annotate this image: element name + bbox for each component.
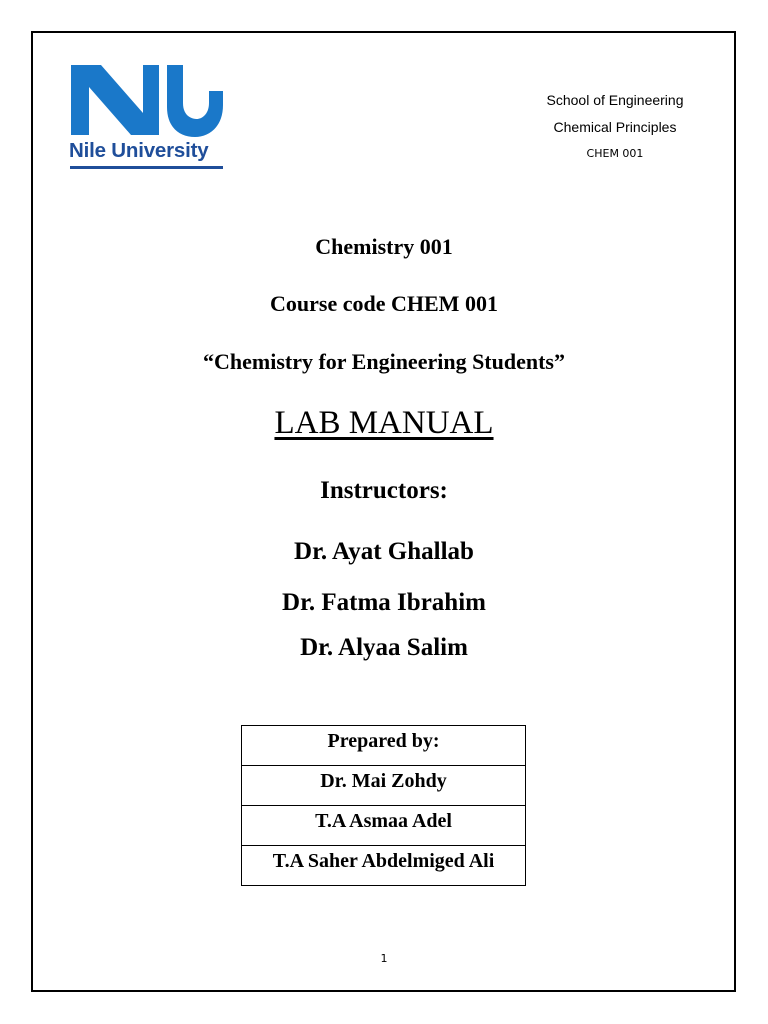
logo-underline — [70, 166, 223, 169]
preparer-name: Dr. Mai Zohdy — [242, 766, 526, 806]
table-row — [242, 726, 526, 766]
table-row — [242, 846, 526, 886]
nu-logo-mark-icon — [69, 63, 225, 139]
page-number: 1 — [380, 952, 388, 965]
course-title: Chemistry 001 — [315, 234, 453, 259]
instructor-name: Dr. Fatma Ibrahim — [282, 589, 486, 616]
department-name: Chemical Principles — [553, 119, 677, 135]
prepared-by-table — [241, 725, 526, 886]
header-course-code: CHEM 001 — [586, 147, 644, 160]
instructor-name: Dr. Alyaa Salim — [300, 634, 468, 661]
preparer-name: T.A Saher Abdelmiged Ali — [242, 846, 526, 886]
instructors-heading: Instructors: — [320, 477, 448, 504]
prepared-heading: Prepared by: — [242, 726, 526, 766]
course-code: Course code CHEM 001 — [270, 291, 498, 316]
table-row — [242, 766, 526, 806]
instructor-name: Dr. Ayat Ghallab — [294, 538, 474, 565]
course-subtitle: “Chemistry for Engineering Students” — [203, 349, 565, 374]
preparer-name: T.A Asmaa Adel — [242, 806, 526, 846]
school-name: School of Engineering — [546, 92, 684, 108]
table-row — [242, 806, 526, 846]
manual-title: LAB MANUAL — [274, 405, 494, 441]
university-logo — [69, 63, 225, 171]
logo-text: Nile University — [69, 139, 209, 162]
